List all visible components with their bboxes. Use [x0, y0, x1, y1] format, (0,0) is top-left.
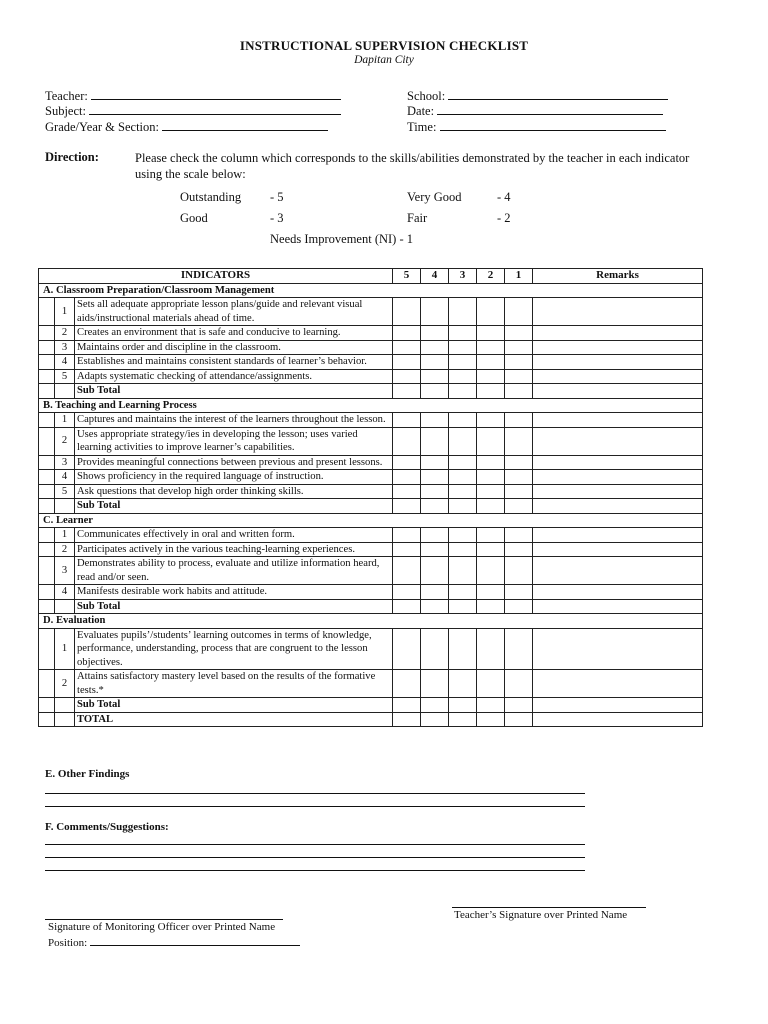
header-remarks: Remarks — [533, 269, 703, 284]
indicator-row — [39, 670, 703, 698]
score-cell-3[interactable] — [449, 542, 477, 557]
score-cell-5[interactable] — [393, 628, 421, 670]
grade-section-line[interactable] — [162, 119, 328, 131]
score-cell-3[interactable] — [449, 698, 477, 713]
score-cell-1[interactable] — [505, 484, 533, 499]
remarks-cell[interactable] — [533, 326, 703, 341]
section-title: D. Evaluation — [39, 614, 703, 629]
comments-line-3[interactable] — [45, 870, 585, 871]
indent-cell — [39, 455, 55, 470]
indicator-text: Adapts systematic checking of attendance/assignments. — [75, 369, 393, 384]
score-cell-3[interactable] — [449, 470, 477, 485]
score-cell-5[interactable] — [393, 499, 421, 514]
score-cell-3[interactable] — [449, 355, 477, 370]
score-cell-1[interactable] — [505, 470, 533, 485]
score-cell-1[interactable] — [505, 355, 533, 370]
score-cell-3[interactable] — [449, 340, 477, 355]
time-line[interactable] — [440, 119, 666, 131]
header-score-5: 5 — [393, 269, 421, 284]
indicator-text: Attains satisfactory mastery level based on the results of the formative tests.* — [75, 670, 393, 698]
indent-cell — [39, 670, 55, 698]
score-cell-3[interactable] — [449, 499, 477, 514]
score-cell-3[interactable] — [449, 670, 477, 698]
subtotal-row — [39, 499, 703, 514]
indicator-row — [39, 455, 703, 470]
indicator-text: Maintains order and discipline in the classroom. — [75, 340, 393, 355]
document-title: INSTRUCTIONAL SUPERVISION CHECKLIST — [239, 38, 529, 53]
officer-signature-line[interactable] — [45, 919, 283, 920]
indent-cell — [39, 427, 55, 455]
score-cell-1[interactable] — [505, 427, 533, 455]
score-cell-4[interactable] — [421, 326, 449, 341]
score-cell-1[interactable] — [505, 499, 533, 514]
total-row — [39, 712, 703, 727]
subtotal-label: Sub Total — [75, 384, 393, 399]
section-title: B. Teaching and Learning Process — [39, 398, 703, 413]
date-label: Date: — [407, 104, 435, 118]
grade-section-field — [45, 119, 328, 135]
score-cell-5[interactable] — [393, 585, 421, 600]
position-line[interactable] — [90, 935, 300, 946]
score-cell-5[interactable] — [393, 413, 421, 428]
score-cell-1[interactable] — [505, 455, 533, 470]
remarks-cell[interactable] — [533, 369, 703, 384]
comments-label: F. Comments/Suggestions: — [45, 821, 169, 833]
indent-cell — [39, 585, 55, 600]
time-field — [407, 119, 666, 135]
score-cell-2[interactable] — [477, 499, 505, 514]
school-label: School: — [407, 89, 446, 103]
score-cell-5[interactable] — [393, 340, 421, 355]
number-cell — [55, 499, 75, 514]
date-line[interactable] — [437, 103, 663, 115]
section-row — [39, 614, 703, 629]
indicator-text: Establishes and maintains consistent standards of learner’s behavior. — [75, 355, 393, 370]
score-cell-3[interactable] — [449, 599, 477, 614]
indicator-text: Communicates effectively in oral and written form. — [75, 528, 393, 543]
scale-fair: Fair — [407, 211, 428, 225]
score-cell-2[interactable] — [477, 340, 505, 355]
score-cell-5[interactable] — [393, 369, 421, 384]
indicator-text: Shows proficiency in the required language of instruction. — [75, 470, 393, 485]
remarks-cell[interactable] — [533, 499, 703, 514]
indicator-row — [39, 369, 703, 384]
indicator-number: 3 — [55, 340, 75, 355]
subtotal-row — [39, 599, 703, 614]
header-score-4: 4 — [421, 269, 449, 284]
score-cell-2[interactable] — [477, 528, 505, 543]
indicator-text: Captures and maintains the interest of the learners throughout the lesson. — [75, 413, 393, 428]
score-cell-2[interactable] — [477, 413, 505, 428]
score-cell-2[interactable] — [477, 484, 505, 499]
score-cell-2[interactable] — [477, 599, 505, 614]
score-cell-5[interactable] — [393, 355, 421, 370]
remarks-cell[interactable] — [533, 470, 703, 485]
score-cell-4[interactable] — [421, 712, 449, 727]
indicator-row — [39, 298, 703, 326]
subtotal-label: Sub Total — [75, 698, 393, 713]
indicator-row — [39, 413, 703, 428]
score-cell-2[interactable] — [477, 542, 505, 557]
section-row — [39, 283, 703, 298]
header-score-1: 1 — [505, 269, 533, 284]
score-cell-4[interactable] — [421, 298, 449, 326]
score-cell-4[interactable] — [421, 599, 449, 614]
indicator-row — [39, 355, 703, 370]
document-subtitle: Dapitan City — [354, 54, 414, 66]
indent-cell — [39, 542, 55, 557]
score-cell-1[interactable] — [505, 698, 533, 713]
score-cell-4[interactable] — [421, 384, 449, 399]
indent-cell — [39, 298, 55, 326]
score-cell-5[interactable] — [393, 599, 421, 614]
scale-needs-improvement: Needs Improvement (NI) - 1 — [270, 232, 414, 246]
indicator-number: 3 — [55, 455, 75, 470]
number-cell — [55, 698, 75, 713]
position-label: Position: — [48, 937, 88, 949]
indent-cell — [39, 369, 55, 384]
number-cell — [55, 384, 75, 399]
indicator-text: Sets all adequate appropriate lesson plans/guide and relevant visual aids/instructional materials ahead of time. — [75, 298, 393, 326]
score-cell-4[interactable] — [421, 427, 449, 455]
score-cell-2[interactable] — [477, 384, 505, 399]
score-cell-5[interactable] — [393, 542, 421, 557]
indicator-text: Evaluates pupils’/students’ learning outcomes in terms of knowledge, performance, understanding, process that are congruent to the lesson objectives. — [75, 628, 393, 670]
score-cell-1[interactable] — [505, 326, 533, 341]
score-cell-4[interactable] — [421, 340, 449, 355]
score-cell-3[interactable] — [449, 528, 477, 543]
comments-line-2[interactable] — [45, 857, 585, 858]
score-cell-3[interactable] — [449, 413, 477, 428]
indicator-row — [39, 470, 703, 485]
direction-label: Direction: — [45, 150, 99, 164]
score-cell-1[interactable] — [505, 542, 533, 557]
remarks-cell[interactable] — [533, 557, 703, 585]
score-cell-2[interactable] — [477, 298, 505, 326]
score-cell-5[interactable] — [393, 712, 421, 727]
section-row — [39, 513, 703, 528]
score-cell-3[interactable] — [449, 427, 477, 455]
table-body — [39, 283, 703, 727]
indicator-number: 1 — [55, 528, 75, 543]
scale-fair-value: - 2 — [497, 211, 511, 225]
indicator-row — [39, 484, 703, 499]
score-cell-3[interactable] — [449, 712, 477, 727]
score-cell-5[interactable] — [393, 470, 421, 485]
indent-cell — [39, 712, 55, 727]
score-cell-4[interactable] — [421, 355, 449, 370]
school-field — [407, 88, 668, 104]
score-cell-5[interactable] — [393, 384, 421, 399]
section-title: C. Learner — [39, 513, 703, 528]
score-cell-1[interactable] — [505, 599, 533, 614]
indicator-number: 2 — [55, 542, 75, 557]
score-cell-2[interactable] — [477, 698, 505, 713]
score-cell-5[interactable] — [393, 698, 421, 713]
score-cell-4[interactable] — [421, 585, 449, 600]
score-cell-3[interactable] — [449, 628, 477, 670]
subject-field — [45, 103, 341, 119]
score-cell-4[interactable] — [421, 557, 449, 585]
score-cell-2[interactable] — [477, 355, 505, 370]
scale-good-value: - 3 — [270, 211, 284, 225]
indent-cell — [39, 499, 55, 514]
indicator-number: 5 — [55, 369, 75, 384]
score-cell-2[interactable] — [477, 369, 505, 384]
officer-signature-caption: Signature of Monitoring Officer over Printed Name — [48, 921, 276, 933]
indicator-text: Participates actively in the various teaching-learning experiences. — [75, 542, 393, 557]
indicator-row — [39, 585, 703, 600]
remarks-cell[interactable] — [533, 698, 703, 713]
indicator-number: 1 — [55, 413, 75, 428]
teacher-field — [45, 88, 341, 104]
subtotal-label: Sub Total — [75, 499, 393, 514]
score-cell-2[interactable] — [477, 712, 505, 727]
indent-cell — [39, 484, 55, 499]
indent-cell — [39, 413, 55, 428]
indent-cell — [39, 384, 55, 399]
direction-text: Please check the column which corresponds to the skills/abilities demonstrated by the teacher in each indicator using the scale below: — [135, 151, 690, 181]
score-cell-1[interactable] — [505, 528, 533, 543]
indicator-row — [39, 528, 703, 543]
number-cell — [55, 599, 75, 614]
indent-cell — [39, 355, 55, 370]
section-title: A. Classroom Preparation/Classroom Management — [39, 283, 703, 298]
score-cell-4[interactable] — [421, 542, 449, 557]
other-findings-line-2[interactable] — [45, 806, 585, 807]
score-cell-1[interactable] — [505, 340, 533, 355]
section-row — [39, 398, 703, 413]
indent-cell — [39, 628, 55, 670]
remarks-cell[interactable] — [533, 542, 703, 557]
remarks-cell[interactable] — [533, 355, 703, 370]
indicator-row — [39, 326, 703, 341]
remarks-cell[interactable] — [533, 599, 703, 614]
indent-cell — [39, 326, 55, 341]
indicator-row — [39, 542, 703, 557]
indicator-text: Ask questions that develop high order thinking skills. — [75, 484, 393, 499]
score-cell-2[interactable] — [477, 585, 505, 600]
score-cell-2[interactable] — [477, 670, 505, 698]
score-cell-4[interactable] — [421, 499, 449, 514]
score-cell-5[interactable] — [393, 670, 421, 698]
scale-very-good-value: - 4 — [497, 190, 511, 204]
score-cell-4[interactable] — [421, 369, 449, 384]
indicator-text: Provides meaningful connections between previous and present lessons. — [75, 455, 393, 470]
remarks-cell[interactable] — [533, 628, 703, 670]
score-cell-4[interactable] — [421, 670, 449, 698]
indent-cell — [39, 557, 55, 585]
number-cell — [55, 712, 75, 727]
indicator-row — [39, 628, 703, 670]
remarks-cell[interactable] — [533, 712, 703, 727]
indicator-number: 1 — [55, 298, 75, 326]
teacher-line[interactable] — [91, 88, 341, 100]
score-cell-1[interactable] — [505, 369, 533, 384]
indicator-number: 2 — [55, 427, 75, 455]
score-cell-5[interactable] — [393, 528, 421, 543]
score-cell-5[interactable] — [393, 455, 421, 470]
score-cell-2[interactable] — [477, 628, 505, 670]
scale-very-good: Very Good — [407, 190, 462, 204]
score-cell-4[interactable] — [421, 455, 449, 470]
indicator-number: 4 — [55, 585, 75, 600]
indent-cell — [39, 340, 55, 355]
scale-good: Good — [180, 211, 208, 225]
subtotal-row — [39, 384, 703, 399]
subtotal-row — [39, 698, 703, 713]
date-field — [407, 103, 663, 119]
score-cell-1[interactable] — [505, 585, 533, 600]
grade-section-label: Grade/Year & Section: — [45, 120, 159, 134]
indicator-number: 3 — [55, 557, 75, 585]
other-findings-label: E. Other Findings — [45, 768, 130, 780]
school-line[interactable] — [448, 88, 668, 100]
indicator-row — [39, 340, 703, 355]
score-cell-3[interactable] — [449, 484, 477, 499]
score-cell-3[interactable] — [449, 585, 477, 600]
score-cell-4[interactable] — [421, 484, 449, 499]
score-cell-3[interactable] — [449, 369, 477, 384]
score-cell-3[interactable] — [449, 557, 477, 585]
indicator-text: Uses appropriate strategy/ies in developing the lesson; uses varied learning activities to improve learner’s capabilities. — [75, 427, 393, 455]
table-header-row — [39, 269, 703, 284]
comments-line-1[interactable] — [45, 844, 585, 845]
score-cell-3[interactable] — [449, 298, 477, 326]
subject-label: Subject: — [45, 104, 86, 118]
remarks-cell[interactable] — [533, 413, 703, 428]
indent-cell — [39, 470, 55, 485]
indent-cell — [39, 698, 55, 713]
remarks-cell[interactable] — [533, 585, 703, 600]
score-cell-4[interactable] — [421, 470, 449, 485]
score-cell-5[interactable] — [393, 298, 421, 326]
score-cell-2[interactable] — [477, 455, 505, 470]
scale-outstanding-value: - 5 — [270, 190, 284, 204]
indicator-text: Manifests desirable work habits and attitude. — [75, 585, 393, 600]
score-cell-5[interactable] — [393, 427, 421, 455]
teacher-signature-caption: Teacher’s Signature over Printed Name — [454, 909, 628, 921]
remarks-cell[interactable] — [533, 384, 703, 399]
score-cell-1[interactable] — [505, 628, 533, 670]
indicator-number: 4 — [55, 470, 75, 485]
remarks-cell[interactable] — [533, 427, 703, 455]
teacher-label: Teacher: — [45, 89, 88, 103]
score-cell-1[interactable] — [505, 670, 533, 698]
score-cell-5[interactable] — [393, 326, 421, 341]
indent-cell — [39, 599, 55, 614]
indicator-number: 2 — [55, 670, 75, 698]
score-cell-3[interactable] — [449, 384, 477, 399]
indicators-table — [38, 268, 703, 727]
indicator-text: Demonstrates ability to process, evaluate and utilize information heard, read and/or seen. — [75, 557, 393, 585]
remarks-cell[interactable] — [533, 298, 703, 326]
indent-cell — [39, 528, 55, 543]
indicator-number: 1 — [55, 628, 75, 670]
score-cell-2[interactable] — [477, 557, 505, 585]
subtotal-label: Sub Total — [75, 599, 393, 614]
score-cell-1[interactable] — [505, 298, 533, 326]
scale-outstanding: Outstanding — [180, 190, 242, 204]
indicator-text: Creates an environment that is safe and conducive to learning. — [75, 326, 393, 341]
position-field — [48, 935, 300, 949]
indicator-number: 5 — [55, 484, 75, 499]
score-cell-1[interactable] — [505, 712, 533, 727]
score-cell-4[interactable] — [421, 528, 449, 543]
score-cell-4[interactable] — [421, 698, 449, 713]
score-cell-1[interactable] — [505, 384, 533, 399]
score-cell-5[interactable] — [393, 484, 421, 499]
header-indicators: INDICATORS — [39, 269, 393, 284]
score-cell-4[interactable] — [421, 628, 449, 670]
indicator-row — [39, 427, 703, 455]
remarks-cell[interactable] — [533, 455, 703, 470]
score-cell-2[interactable] — [477, 326, 505, 341]
subject-line[interactable] — [89, 103, 341, 115]
header-score-2: 2 — [477, 269, 505, 284]
remarks-cell[interactable] — [533, 670, 703, 698]
indicator-number: 2 — [55, 326, 75, 341]
score-cell-1[interactable] — [505, 557, 533, 585]
score-cell-1[interactable] — [505, 413, 533, 428]
score-cell-2[interactable] — [477, 470, 505, 485]
score-cell-4[interactable] — [421, 413, 449, 428]
header-score-3: 3 — [449, 269, 477, 284]
score-cell-5[interactable] — [393, 557, 421, 585]
remarks-cell[interactable] — [533, 528, 703, 543]
remarks-cell[interactable] — [533, 340, 703, 355]
indicator-number: 4 — [55, 355, 75, 370]
indicator-row — [39, 557, 703, 585]
score-cell-3[interactable] — [449, 326, 477, 341]
total-label: TOTAL — [75, 712, 393, 727]
score-cell-3[interactable] — [449, 455, 477, 470]
teacher-signature-line[interactable] — [452, 907, 646, 908]
time-label: Time: — [407, 120, 437, 134]
score-cell-2[interactable] — [477, 427, 505, 455]
remarks-cell[interactable] — [533, 484, 703, 499]
other-findings-line-1[interactable] — [45, 793, 585, 794]
